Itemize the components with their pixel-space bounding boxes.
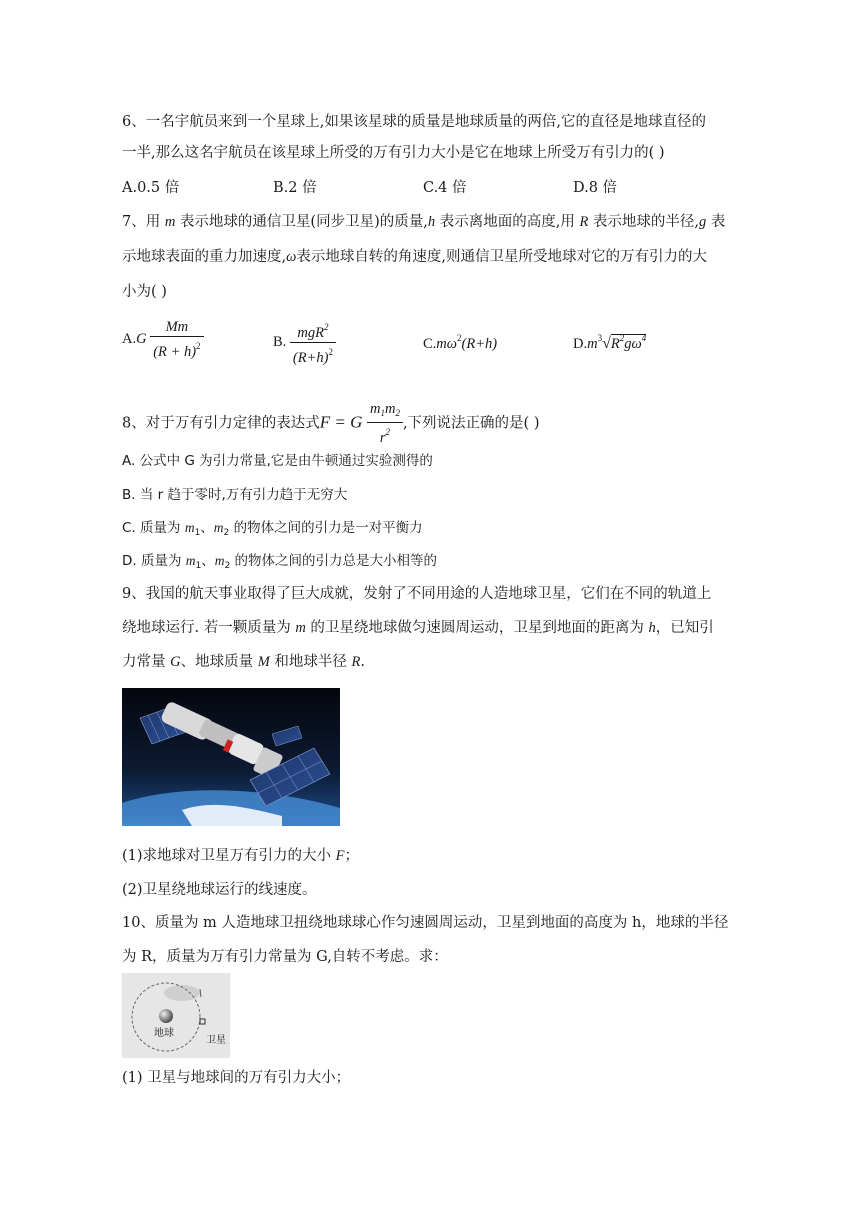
space-station-illustration bbox=[122, 688, 340, 826]
q10-line-2: 为 R，质量为万有引力常量为 G,自转不考虑。求： bbox=[122, 949, 448, 965]
q7-line-1: 7、用 m 表示地球的通信卫星(同步卫星)的质量,h 表示离地面的高度,用 R 表示地球的半径,g 表 bbox=[122, 214, 726, 230]
q8-option-a: A. 公式中 G 为引力常量,它是由牛顿通过实验测得的 bbox=[122, 453, 433, 469]
q8-stem: 8、对于万有引力定律的表达式F = G $\frac{m_1m_2}{r^2}$ ,下列说法正确的是( ) bbox=[122, 401, 540, 446]
q7-line-2: 示地球表面的重力加速度,ω表示地球自转的角速度,则通信卫星所受地球对它的万有引力的大 bbox=[122, 249, 707, 265]
q6-option-c: C.4 倍 bbox=[423, 180, 467, 196]
q7-option-d: $D.m^3√R^2g\omega^4$ bbox=[573, 333, 647, 352]
q8-option-b: B. 当 r 趋于零时,万有引力趋于无穷大 bbox=[122, 487, 348, 503]
q7-line-3: 小为( ) bbox=[122, 284, 167, 300]
q7-option-a: A.G $\frac{Mm}{(R + h)^2}$ bbox=[122, 318, 204, 361]
q8-option-d: D. 质量为 $m_1$、$m_2$ 的物体之间的引力总是大小相等的 bbox=[122, 553, 438, 571]
orbit-figure bbox=[122, 973, 230, 1058]
q9-sub-1: (1)求地球对卫星万有引力的大小 F； bbox=[122, 848, 360, 864]
q9-line-1: 9、我国的航天事业取得了巨大成就，发射了不同用途的人造地球卫星，它们在不同的轨道上 bbox=[122, 586, 712, 602]
q7-option-c: $C.m\omega^2(R+h)$ bbox=[423, 333, 498, 352]
q8-option-c: C. 质量为 $m_1$、$m_2$ 的物体之间的引力是一对平衡力 bbox=[122, 520, 423, 538]
q6-line-1: 6、一名宇航员来到一个星球上,如果该星球的质量是地球质量的两倍,它的直径是地球直径的 bbox=[122, 114, 706, 130]
satellite-label: 卫星 bbox=[206, 1035, 226, 1046]
q6-line-2: 一半,那么这名宇航员在该星球上所受的万有引力大小是它在地球上所受万有引力的( ) bbox=[122, 145, 665, 161]
earth-ball bbox=[159, 1009, 173, 1023]
earth-label: 地球 bbox=[154, 1028, 174, 1039]
q6-option-d: D.8 倍 bbox=[573, 180, 618, 196]
q9-sub-2: (2)卫星绕地球运行的线速度。 bbox=[122, 882, 317, 898]
q9-line-2: 绕地球运行. 若一颗质量为 m 的卫星绕地球做匀速圆周运动，卫星到地面的距离为 h，已知引 bbox=[122, 620, 714, 636]
satellite-marker bbox=[200, 1019, 205, 1024]
space-station-image bbox=[122, 688, 340, 826]
q10-sub-1: (1) 卫星与地球间的万有引力大小； bbox=[122, 1070, 351, 1086]
q6-option-b: B.2 倍 bbox=[273, 180, 317, 196]
q9-line-3: 力常量 G、地球质量 M 和地球半径 R. bbox=[122, 654, 365, 670]
q10-line-1: 10、质量为 m 人造地球卫扭绕地球球心作匀速圆周运动，卫星到地面的高度为 h，地球的半径 bbox=[122, 915, 729, 931]
q7-option-b: B. $\frac{mgR^2}{(R+h)^2}$ bbox=[273, 318, 336, 367]
q6-option-a: A.0.5 倍 bbox=[122, 180, 180, 196]
